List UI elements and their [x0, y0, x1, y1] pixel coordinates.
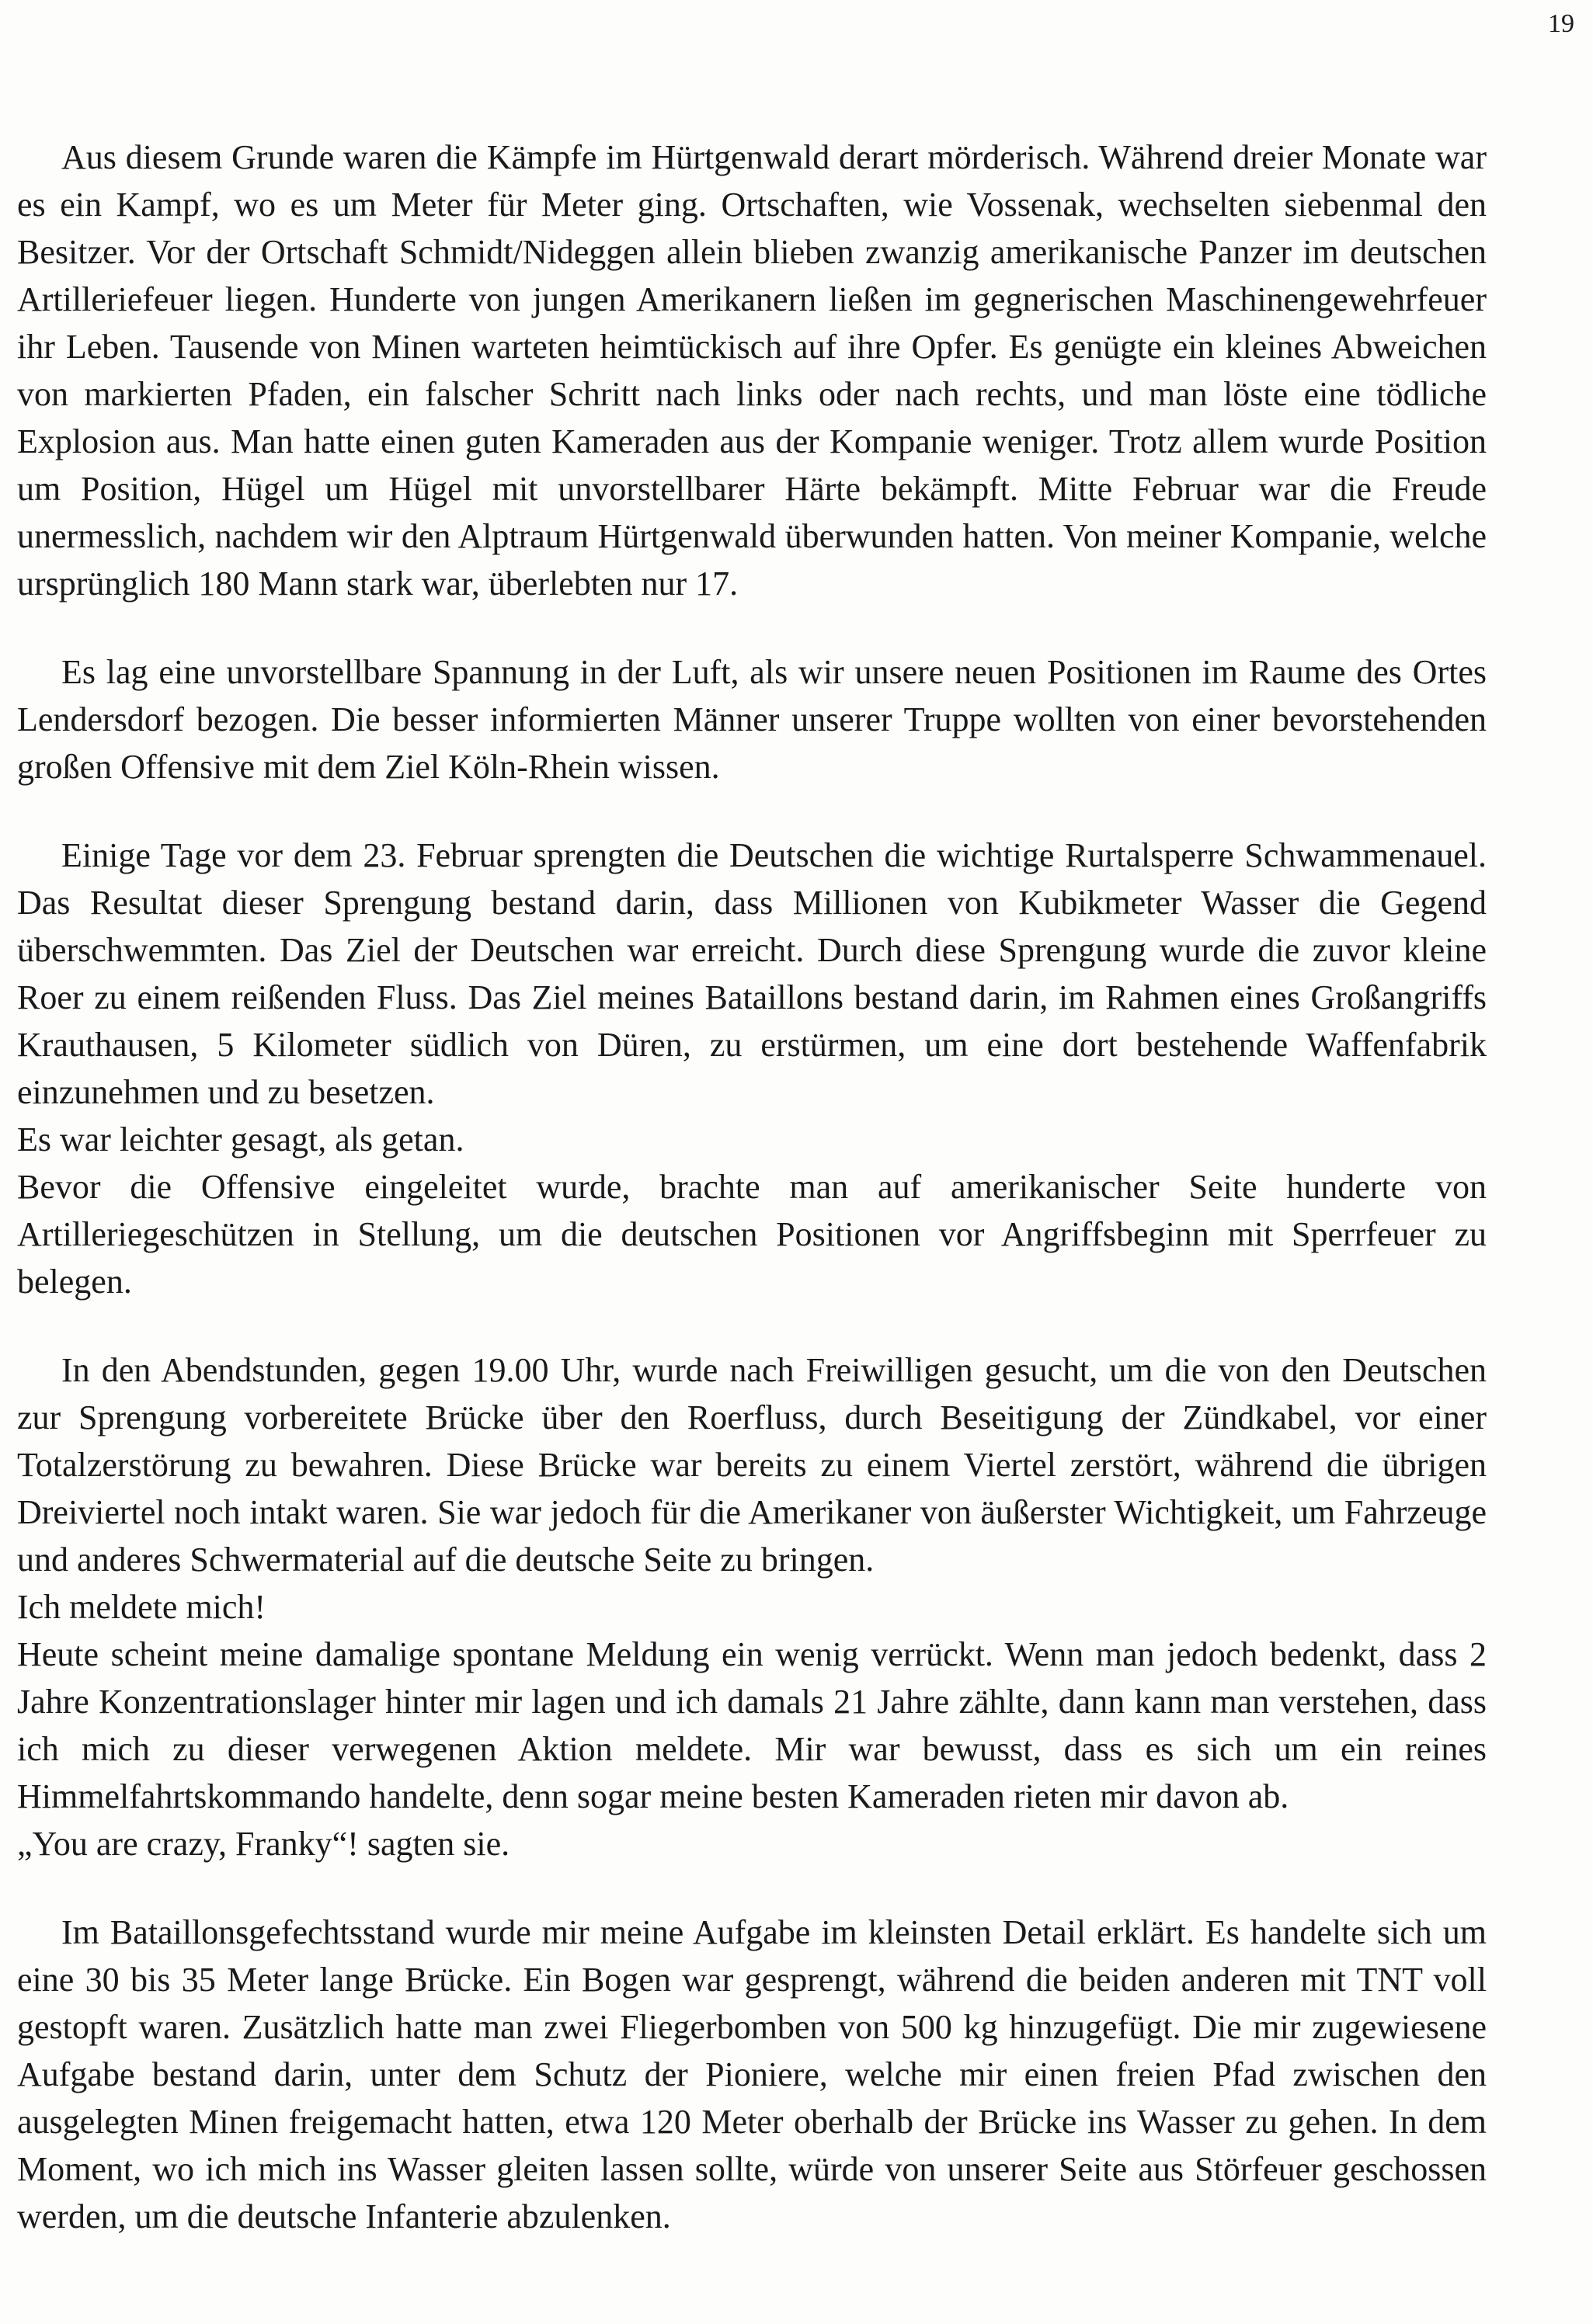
- paragraph-line: Bevor die Offensive eingeleitet wurde, brachte man auf amerikanischer Seite hunderte von Artilleriegeschützen in Stellung, um die deutschen Positionen vor Angriffsbeginn mit Sperrfeuer zu belegen.: [17, 1168, 1487, 1301]
- paragraph: [17, 1346, 1487, 1867]
- paragraph-line: Aus diesem Grunde waren die Kämpfe im Hürtgenwald derart mörderisch. Während dreier Monate war es ein Kampf, wo es um Meter für Meter ging. Ortschaften, wie Vossenak, wechselten siebenmal den Besitzer. Vor der Ortschaft Schmidt/Nideggen allein blieben zwanzig amerikanische Panzer im deutschen Artilleriefeuer liegen. Hunderte von jungen Amerikanern ließen im gegnerischen Maschinengewehrfeuer ihr Leben. Tausende von Minen warteten heimtückisch auf ihre Opfer. Es genügte ein kleines Abweichen von markierten Pfaden, ein falscher Schritt nach links oder nach rechts, und man löste eine tödliche Explosion aus. Man hatte einen guten Kameraden aus der Kompanie weniger. Trotz allem wurde Position um Position, Hügel um Hügel mit unvorstellbarer Härte bekämpft. Mitte Februar war die Freude unermesslich, nachdem wir den Alptraum Hürtgenwald überwunden hatten. Von meiner Kompanie, welche ursprünglich 180 Mann stark war, überlebten nur 17.: [17, 138, 1487, 603]
- page-number: 19: [1548, 9, 1574, 38]
- paragraph-line: In den Abendstunden, gegen 19.00 Uhr, wurde nach Freiwilligen gesucht, um die von den Deutschen zur Sprengung vorbereitete Brücke über den Roerfluss, durch Beseitigung der Zündkabel, vor einer Totalzerstörung zu bewahren. Diese Brücke war bereits zu einem Viertel zerstört, während die übrigen Dreiviertel noch intakt waren. Sie war jedoch für die Amerikaner von äußerster Wichtigkeit, um Fahrzeuge und anderes Schwermaterial auf die deutsche Seite zu bringen.: [17, 1351, 1487, 1579]
- paragraph: [17, 648, 1487, 790]
- body-text: [17, 134, 1487, 2240]
- paragraph: [17, 1909, 1487, 2240]
- paragraph-line: Es lag eine unvorstellbare Spannung in der Luft, als wir unsere neuen Positionen im Raume des Ortes Lendersdorf bezogen. Die besser informierten Männer unserer Truppe wollten von einer bevorstehenden großen Offensive mit dem Ziel Köln-Rhein wissen.: [17, 653, 1487, 786]
- paragraph-line: Heute scheint meine damalige spontane Meldung ein wenig verrückt. Wenn man jedoch bedenkt, dass 2 Jahre Konzentrationslager hinter mir lagen und ich damals 21 Jahre zählte, dann kann man verstehen, dass ich mich zu dieser verwegenen Aktion meldete. Mir war bewusst, dass es sich um ein reines Himmelfahrtskommando handelte, denn sogar meine besten Kameraden rieten mir davon ab.: [17, 1635, 1487, 1815]
- paragraph-line: Im Bataillonsgefechtsstand wurde mir meine Aufgabe im kleinsten Detail erklärt. Es handelte sich um eine 30 bis 35 Meter lange Brücke. Ein Bogen war gesprengt, während die beiden anderen mit TNT voll gestopft waren. Zusätzlich hatte man zwei Fliegerbomben von 500 kg hinzugefügt. Die mir zugewiesene Aufgabe bestand darin, unter dem Schutz der Pioniere, welche mir einen freien Pfad zwischen den ausgelegten Minen freigemacht hatten, etwa 120 Meter oberhalb der Brücke ins Wasser zu gehen. In dem Moment, wo ich mich ins Wasser gleiten lassen sollte, würde von unserer Seite aus Störfeuer geschossen werden, um die deutsche Infanterie abzulenken.: [17, 1913, 1487, 2235]
- paragraph-line: Einige Tage vor dem 23. Februar sprengten die Deutschen die wichtige Rurtalsperre Schwammenauel. Das Resultat dieser Sprengung bestand darin, dass Millionen von Kubikmeter Wasser die Gegend überschwemmten. Das Ziel der Deutschen war erreicht. Durch diese Sprengung wurde die zuvor kleine Roer zu einem reißenden Fluss. Das Ziel meines Bataillons bestand darin, im Rahmen eines Großangriffs Krauthausen, 5 Kilometer südlich von Düren, zu erstürmen, um eine dort bestehende Waffenfabrik einzunehmen und zu besetzen.: [17, 836, 1487, 1111]
- paragraph-line: Ich meldete mich!: [17, 1588, 266, 1626]
- paragraph: [17, 134, 1487, 607]
- paragraph-line: Es war leichter gesagt, als getan.: [17, 1120, 464, 1159]
- paragraph-line: „You are crazy, Franky“! sagten sie.: [17, 1825, 510, 1863]
- paragraph: [17, 832, 1487, 1305]
